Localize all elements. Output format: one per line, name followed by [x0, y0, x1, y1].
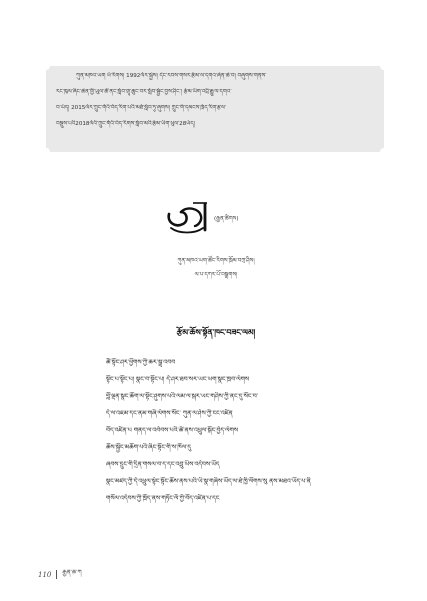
- poem-line: དེ་ལ་འཇམ་དང་ནམ་གཞི་ལེགས་སོང་ ཀུན་ལ་ཤེས་ཀྱི་ངང་འཛིན: [106, 410, 233, 417]
- corner-notch: [380, 148, 388, 156]
- tibetan-om-ornament: [165, 198, 211, 236]
- page-footer: [38, 566, 82, 583]
- ornament-caption: (རྒྱན་ཚིགས): [214, 216, 239, 222]
- poem-line: སྣང་མཛད་ཀྱི་དེ་འཕྲུལ་སྟེང་སྟོང་ཆོས་ནས་པའི་ཡི་སྣ་གཞིས་ཡོད་ལ་ཐེ་ཁྱི་ལོགས་སུ ནས་མཐའ་ཡོད་པ་ནི: [106, 478, 311, 485]
- bio-line-1: ཀུན་མཁའ་ཡག ཕོ་རིགས། 1992ལོར་སྐྱེས། དེང་རབས་གསར་རྩོམ་ལ་དགའ་ཞེན་ཆེ་བ། བཞུགས་གནས་: [76, 73, 267, 79]
- poem-line: ཚོ་སྟོང་ཤར་ཕྱོགས་ཀྱི་ཆར་སྒྲ་འབབ: [106, 359, 176, 366]
- poem-line: གསོལ་འདེབས་ཀྱི་ཁྲོད་ནས་གཏོང་ལོ་ཀྱི་བོད་འཛིན་པ་དང: [106, 495, 220, 502]
- poem-line: ཆོས་སྐྱོང་མཆོག་པའི་ཞིང་སྟོང་གི་ས་ཁོལ་དུ: [106, 444, 191, 451]
- author-line-2: ལ་པ་དཀར་པོ་བསྒྲགས།: [194, 272, 238, 278]
- poem-line: སྟོང་པ་སྟོང་པ། སྣང་བ་སྟོང་པ། དེ་ཤར་ཐབ་སར་ཡང་ཡག་སྣང་ཁྲབ་ལེགས: [106, 376, 250, 383]
- poem-line: བློ་ལྡན་སྣང་ཆོག་ལ་སྟོང་ཤུགས་པའི་ལམ་ལ་སྐར་ཡང་གཤིས་ཀྱི་ནང་དུ་སོང་བ་: [106, 393, 259, 400]
- footer-section-title: རྒྱན་ཆ་ཀ: [62, 569, 82, 576]
- poem-line: བོད་འཛིན་པ གནད་ལ་འབེབས་པའི་ཚེ་ནས་འཕྲུལ་སྐོང་བྱེད་ལེགས: [106, 427, 239, 434]
- author-bio-box: [46, 66, 384, 152]
- author-line-1: ཀུན་མཁའ་ཡག་ཚོང་རིགས་ཁྲོམ་བཀྲ་ཤིས།: [177, 258, 255, 264]
- bio-line-4: བསྡུས་པའི2018ལོའི་ཀྲུང་གོའི་བོད་རིགས་སློབ་མའི་རྩོམ་ཡིག་ཕུལ་28ཡོད།: [56, 121, 195, 127]
- poem-title: རྩོམ་ཆོས་སྟོན་ཁང་བཟང་ལམ།: [176, 328, 256, 337]
- bio-line-2: རང་ཁུལ་ཞིང་ཆེན་གྱི་ཡུལ་ཚོ་ནང་སློབ་གྲྭ་ཆུང་བར་སློབ་སྦྱོང་བྱས་ཤིང་། རྩོམ་ཡིག་འབྲི་རྒྱུ་ལ་དགའ་: [56, 89, 232, 95]
- page-number: 110: [38, 570, 52, 579]
- bio-line-3: བ་ཡོད། 2015ལོར་ཀྲུང་གོའི་བོད་རིག་པའི་མཐོ་སློབ་ཏུ་ཞུགས། ཀྲུང་གོ་དམངས་ཁྲོད་རིག་རྩལ་: [56, 105, 226, 111]
- corner-notch: [42, 148, 50, 156]
- poem-line: ཞབས་དྲུང་གི་དྲིན་གསལ་བ་ད་དང་འབྲུ་ཡིས་འདེབས་ཡོད: [106, 461, 220, 468]
- footer-divider: [56, 570, 57, 579]
- corner-notch: [42, 62, 50, 70]
- corner-notch: [380, 62, 388, 70]
